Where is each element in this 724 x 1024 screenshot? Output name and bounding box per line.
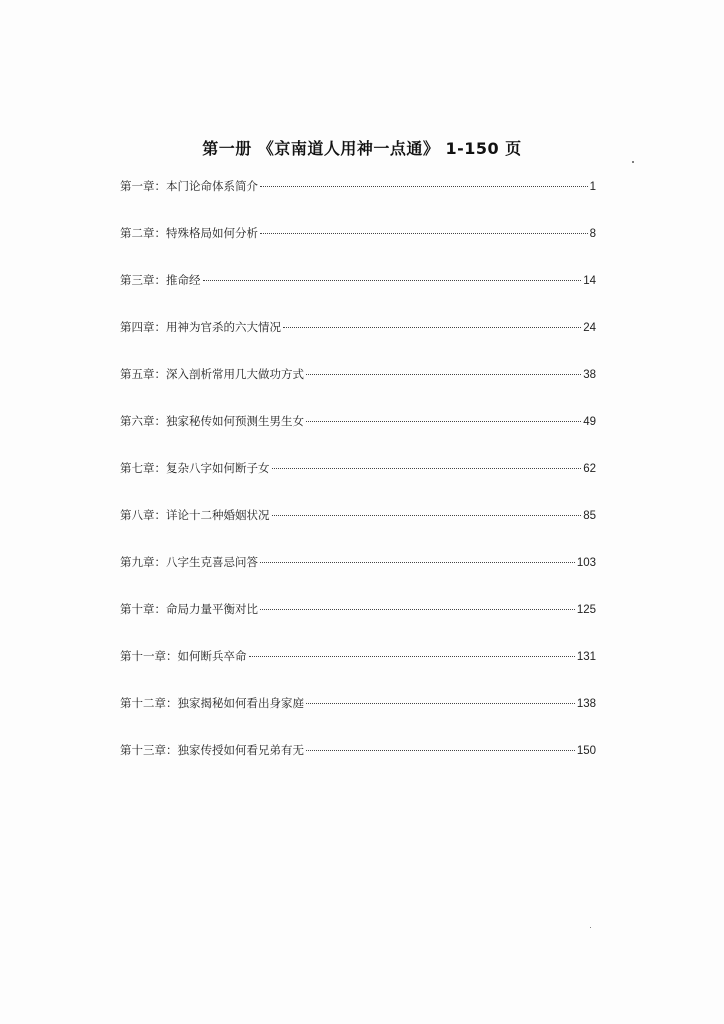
toc-chapter-title: 特殊格局如何分析 [166,226,258,240]
toc-chapter-number: 第九章： [120,555,166,569]
toc-leader-dots [260,186,588,187]
toc-leader-dots [260,233,588,234]
toc-entry [120,413,596,460]
toc-page-number: 103 [576,557,596,569]
toc-entry-label [120,507,270,523]
toc-entry-label [120,554,258,570]
toc-leader-dots [306,421,581,422]
scan-speck [632,161,634,163]
toc-page-number: 24 [583,322,596,334]
toc-chapter-title: 独家传授如何看兄弟有无 [177,743,304,757]
toc-page-number: 1 [589,181,596,193]
toc-chapter-number: 第八章： [120,508,166,522]
toc-entry-label [120,319,281,335]
toc-page-number: 138 [576,698,596,710]
toc-chapter-title: 独家揭秘如何看出身家庭 [177,696,304,710]
toc-entry-label [120,648,247,664]
toc-chapter-number: 第二章： [120,226,166,240]
toc-page-number: 49 [583,416,596,428]
toc-entry-label [120,413,304,429]
toc-page-number: 131 [576,651,596,663]
toc-chapter-number: 第四章： [120,320,166,334]
toc-entry-label [120,695,304,711]
toc-chapter-number: 第十一章： [120,649,178,663]
toc-page-number: 8 [589,228,596,240]
toc-leader-dots [306,750,575,751]
toc-chapter-title: 如何断兵卒命 [177,649,247,663]
toc-entry [120,460,596,507]
toc-entry-label [120,366,304,382]
toc-leader-dots [272,468,582,469]
toc-chapter-number: 第十三章： [120,743,178,757]
toc-page-number: 125 [576,604,596,616]
toc-leader-dots [203,280,582,281]
toc-entry-label [120,460,270,476]
toc-entry [120,366,596,413]
toc-entry [120,507,596,554]
toc-chapter-title: 本门论命体系简介 [166,179,258,193]
toc-page-number: 38 [583,369,596,381]
toc-chapter-title: 深入剖析常用几大做功方式 [166,367,304,381]
toc-leader-dots [306,374,581,375]
toc-entry [120,225,596,272]
toc-entry [120,648,596,695]
toc-chapter-title: 用神为官杀的六大情况 [166,320,281,334]
toc-chapter-title: 推命经 [166,273,201,287]
toc-entry [120,742,596,789]
toc-entry [120,695,596,742]
toc-entry [120,554,596,601]
toc-leader-dots [249,656,575,657]
table-of-contents [120,178,596,789]
toc-entry [120,319,596,366]
toc-chapter-number: 第一章： [120,179,166,193]
toc-chapter-title: 独家秘传如何预测生男生女 [166,414,304,428]
toc-leader-dots [260,609,575,610]
toc-entry-label [120,178,258,194]
toc-leader-dots [283,327,581,328]
toc-chapter-title: 复杂八字如何断子女 [166,461,270,475]
toc-chapter-title: 命局力量平衡对比 [166,602,258,616]
toc-chapter-title: 八字生克喜忌问答 [166,555,258,569]
toc-chapter-number: 第六章： [120,414,166,428]
toc-entry-label [120,742,304,758]
toc-leader-dots [260,562,575,563]
toc-page-number: 85 [583,510,596,522]
scan-speck [590,927,591,928]
toc-entry [120,272,596,319]
toc-entry-label [120,272,201,288]
page-title: 第一册 《京南道人用神一点通》 1-150 页 [202,139,522,158]
toc-entry [120,601,596,648]
toc-chapter-number: 第十章： [120,602,166,616]
toc-entry [120,178,596,225]
toc-page-number: 150 [576,745,596,757]
toc-chapter-number: 第五章： [120,367,166,381]
toc-leader-dots [306,703,575,704]
toc-page-number: 62 [583,463,596,475]
toc-entry-label [120,601,258,617]
toc-chapter-number: 第七章： [120,461,166,475]
toc-chapter-number: 第十二章： [120,696,178,710]
toc-entry-label [120,225,258,241]
toc-leader-dots [272,515,582,516]
toc-chapter-title: 详论十二种婚姻状况 [166,508,270,522]
toc-chapter-number: 第三章： [120,273,166,287]
toc-page-number: 14 [583,275,596,287]
